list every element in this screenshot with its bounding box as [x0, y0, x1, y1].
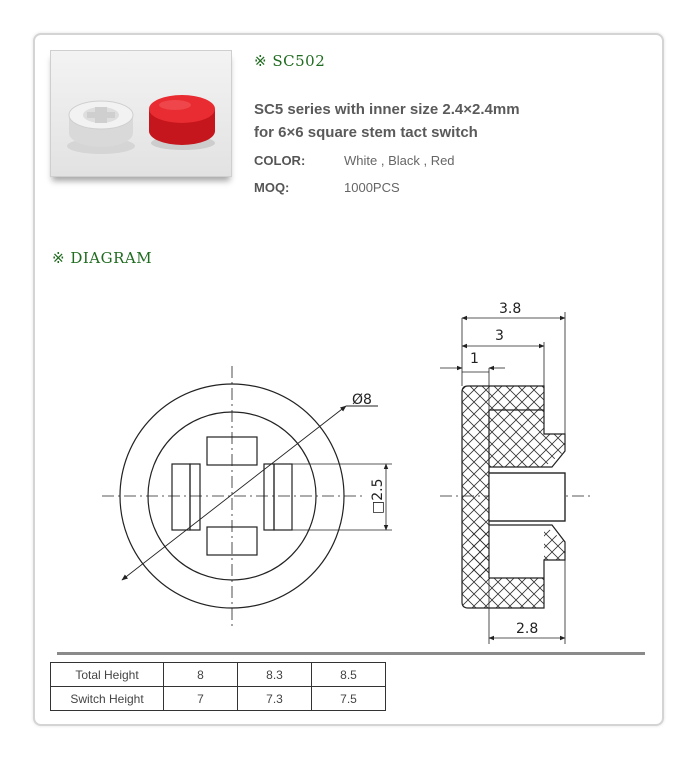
divider	[57, 652, 645, 655]
height-spec-table	[50, 662, 386, 711]
width-dimension-3: 3	[495, 328, 504, 344]
table-cell: 7.3	[238, 687, 312, 711]
width-dimension-2-8: 2.8	[516, 621, 539, 637]
table-row	[51, 687, 386, 711]
product-code: SC502	[272, 52, 326, 70]
width-dimension-1: 1	[470, 351, 479, 367]
diameter-dimension: Ø8	[352, 392, 372, 408]
diagram-title: DIAGRAM	[70, 249, 153, 267]
description-line-1: SC5 series with inner size 2.4×2.4mm	[254, 101, 520, 118]
square-dimension: □2.5	[370, 478, 386, 514]
table-cell: 8	[164, 663, 238, 687]
reference-mark: ※	[254, 52, 268, 70]
moq-label: MOQ:	[254, 180, 290, 195]
row-label: Total Height	[51, 663, 164, 687]
width-dimension-3-8: 3.8	[499, 301, 522, 317]
table-row	[51, 663, 386, 687]
row-label: Switch Height	[51, 687, 164, 711]
table-cell: 8.3	[238, 663, 312, 687]
table-cell: 8.5	[312, 663, 386, 687]
description-line-2: for 6×6 square stem tact switch	[254, 124, 478, 141]
color-value: White , Black , Red	[344, 153, 455, 168]
color-label: COLOR:	[254, 153, 306, 168]
side-section-view	[440, 312, 590, 644]
table-cell: 7	[164, 687, 238, 711]
moq-value: 1000PCS	[344, 180, 400, 195]
top-view	[102, 366, 392, 628]
table-cell: 7.5	[312, 687, 386, 711]
reference-mark: ※	[52, 249, 66, 267]
